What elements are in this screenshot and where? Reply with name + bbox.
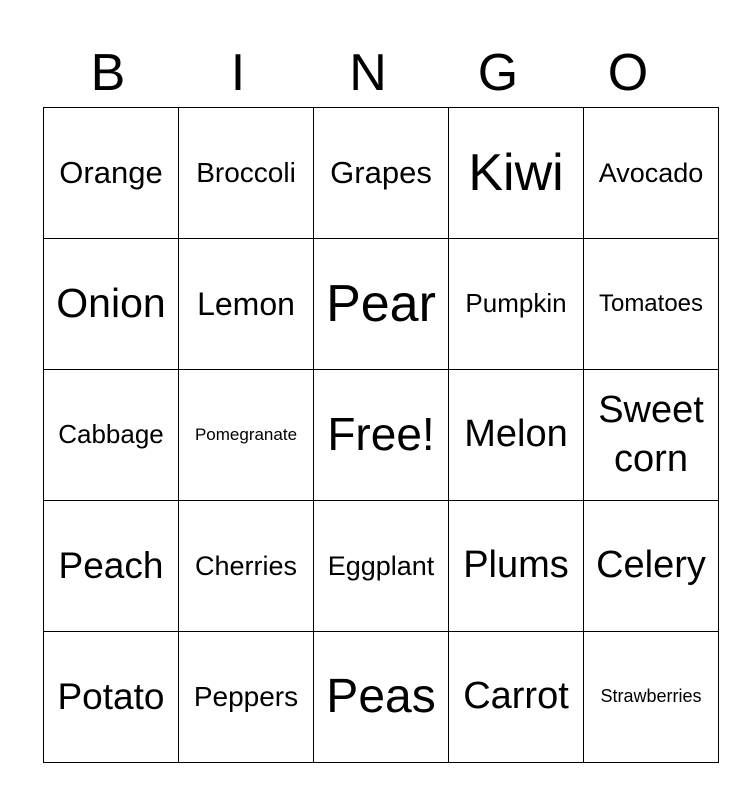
bingo-cell[interactable]: Broccoli [179, 108, 314, 239]
bingo-cell free-space[interactable]: Free! [314, 370, 449, 501]
bingo-row [44, 239, 719, 370]
bingo-row [44, 501, 719, 632]
bingo-cell[interactable]: Pumpkin [449, 239, 584, 370]
bingo-cell[interactable]: Avocado [584, 108, 719, 239]
bingo-cell[interactable]: Grapes [314, 108, 449, 239]
bingo-cell[interactable]: Orange [44, 108, 179, 239]
bingo-cell[interactable]: Plums [449, 501, 584, 632]
bingo-cell[interactable]: Melon [449, 370, 584, 501]
header-letter-n: N [349, 44, 387, 102]
bingo-cell[interactable]: Sweet corn [584, 370, 719, 501]
bingo-row [44, 108, 719, 239]
bingo-cell[interactable]: Cherries [179, 501, 314, 632]
header-letter-o: O [607, 44, 649, 102]
bingo-cell[interactable]: Peas [314, 632, 449, 763]
bingo-cell[interactable]: Kiwi [449, 108, 584, 239]
header-letter-b: B [90, 44, 126, 102]
bingo-cell[interactable]: Peppers [179, 632, 314, 763]
bingo-card [43, 107, 719, 763]
header-letter-i: I [230, 44, 246, 102]
bingo-cell[interactable]: Lemon [179, 239, 314, 370]
bingo-cell[interactable]: Cabbage [44, 370, 179, 501]
bingo-cell[interactable]: Pear [314, 239, 449, 370]
bingo-cell[interactable]: Tomatoes [584, 239, 719, 370]
bingo-cell[interactable]: Celery [584, 501, 719, 632]
bingo-cell[interactable]: Strawberries [584, 632, 719, 763]
bingo-cell[interactable]: Onion [44, 239, 179, 370]
bingo-cell[interactable]: Peach [44, 501, 179, 632]
bingo-row [44, 632, 719, 763]
bingo-cell[interactable]: Potato [44, 632, 179, 763]
bingo-cell[interactable]: Pomegranate [179, 370, 314, 501]
bingo-cell[interactable]: Eggplant [314, 501, 449, 632]
bingo-row [44, 370, 719, 501]
bingo-header [43, 38, 693, 108]
bingo-cell[interactable]: Carrot [449, 632, 584, 763]
header-letter-g: G [477, 44, 519, 102]
